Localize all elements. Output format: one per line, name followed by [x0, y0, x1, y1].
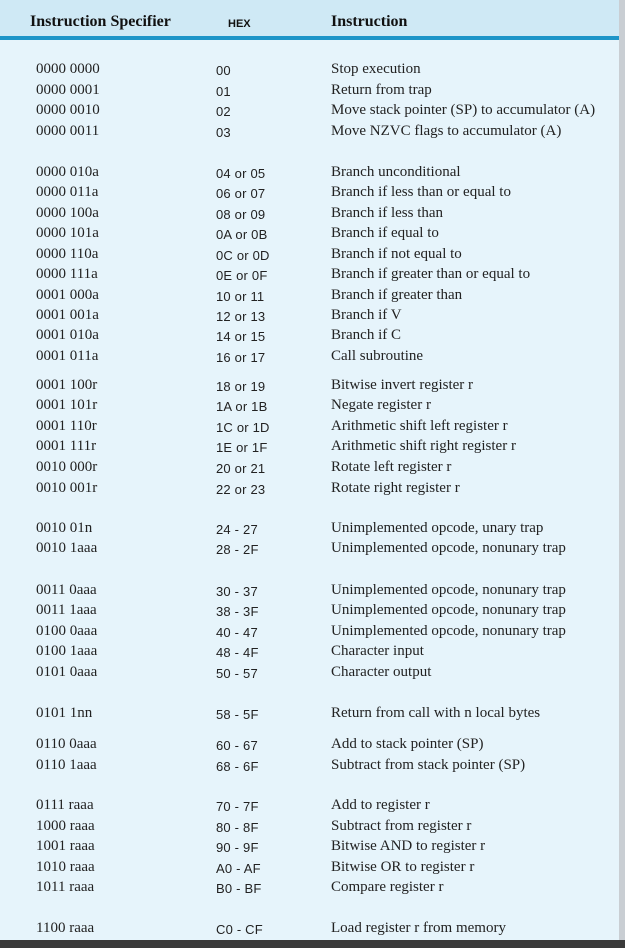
instruction-specifier-cell: 0010 01n: [36, 520, 93, 536]
instruction-cell: Branch unconditional: [331, 164, 461, 180]
instruction-specifier-cell: 0110 1aaa: [36, 757, 97, 773]
instruction-specifier-cell: 0010 001r: [36, 480, 98, 496]
instruction-cell: Branch if less than or equal to: [331, 184, 511, 200]
hex-cell: 0C or 0D: [216, 248, 270, 263]
hex-cell: 04 or 05: [216, 166, 266, 181]
hex-cell: 30 - 37: [216, 584, 258, 599]
instruction-specifier-cell: 0001 100r: [36, 377, 98, 393]
table-row: [0, 602, 620, 622]
table-row: [0, 540, 620, 560]
instruction-specifier-cell: 0001 110r: [36, 418, 97, 434]
instruction-specifier-cell: 0110 0aaa: [36, 736, 97, 752]
table-row: [0, 225, 620, 245]
instruction-cell: Arithmetic shift right register r: [331, 438, 516, 454]
hex-cell: 0A or 0B: [216, 227, 268, 242]
instruction-cell: Stop execution: [331, 61, 421, 77]
hex-cell: 0E or 0F: [216, 268, 268, 283]
hex-cell: 80 - 8F: [216, 820, 259, 835]
hex-cell: 28 - 2F: [216, 542, 259, 557]
hex-cell: 90 - 9F: [216, 840, 259, 855]
instruction-cell: Character output: [331, 664, 432, 680]
table-row: [0, 102, 620, 122]
hex-cell: 38 - 3F: [216, 604, 259, 619]
table-row: [0, 61, 620, 81]
instruction-specifier-cell: 0101 0aaa: [36, 664, 98, 680]
instruction-cell: Bitwise AND to register r: [331, 838, 486, 854]
instruction-specifier-cell: 0100 1aaa: [36, 643, 98, 659]
instruction-specifier-cell: 1001 raaa: [36, 838, 95, 854]
instruction-cell: Rotate right register r: [331, 480, 460, 496]
table-row: [0, 859, 620, 879]
hex-cell: 58 - 5F: [216, 707, 259, 722]
table-row: [0, 82, 620, 102]
instruction-cell: Unimplemented opcode, nonunary trap: [331, 582, 566, 598]
instruction-specifier-cell: 0000 111a: [36, 266, 98, 282]
header-instruction-specifier: Instruction Specifier: [30, 13, 171, 30]
instruction-cell: Return from call with n local bytes: [331, 705, 541, 721]
hex-cell: 24 - 27: [216, 522, 258, 537]
hex-cell: 60 - 67: [216, 738, 258, 753]
instruction-cell: Add to stack pointer (SP): [331, 736, 484, 752]
instruction-cell: Rotate left register r: [331, 459, 452, 475]
hex-cell: 01: [216, 84, 231, 99]
table-row: [0, 438, 620, 458]
hex-cell: 08 or 09: [216, 207, 266, 222]
hex-cell: B0 - BF: [216, 881, 262, 896]
instruction-cell: Branch if greater than or equal to: [331, 266, 531, 282]
page-edge: [619, 0, 625, 948]
hex-cell: 1A or 1B: [216, 399, 268, 414]
header-instruction: Instruction: [331, 13, 408, 30]
table-row: [0, 164, 620, 184]
instruction-cell: Arithmetic shift left register r: [331, 418, 508, 434]
instruction-cell: Call subroutine: [331, 348, 424, 364]
table-row: [0, 327, 620, 347]
page-bottom-edge: [0, 940, 625, 948]
instruction-cell: Branch if less than: [331, 205, 444, 221]
hex-cell: 06 or 07: [216, 186, 266, 201]
hex-cell: 12 or 13: [216, 309, 266, 324]
table-row: [0, 623, 620, 643]
instruction-specifier-cell: 0001 011a: [36, 348, 99, 364]
instruction-cell: Bitwise invert register r: [331, 377, 474, 393]
table-row: [0, 397, 620, 417]
hex-cell: 14 or 15: [216, 329, 266, 344]
hex-cell: 1E or 1F: [216, 440, 268, 455]
instruction-specifier-cell: 0000 100a: [36, 205, 99, 221]
instruction-specifier-cell: 0000 011a: [36, 184, 99, 200]
table-row: [0, 418, 620, 438]
instruction-specifier-cell: 1000 raaa: [36, 818, 95, 834]
instruction-specifier-cell: 1011 raaa: [36, 879, 95, 895]
hex-cell: 22 or 23: [216, 482, 266, 497]
table-row: [0, 838, 620, 858]
instruction-cell: Unimplemented opcode, unary trap: [331, 520, 544, 536]
hex-cell: 10 or 11: [216, 289, 265, 304]
instruction-specifier-cell: 0011 1aaa: [36, 602, 97, 618]
instruction-specifier-cell: 0000 010a: [36, 164, 99, 180]
header-hex: HEX: [228, 18, 251, 30]
hex-cell: 70 - 7F: [216, 799, 259, 814]
instruction-specifier-cell: 0001 111r: [36, 438, 97, 454]
hex-cell: A0 - AF: [216, 861, 261, 876]
hex-cell: 16 or 17: [216, 350, 266, 365]
table-row: [0, 246, 620, 266]
table-row: [0, 920, 620, 940]
hex-cell: 1C or 1D: [216, 420, 270, 435]
instruction-cell: Compare register r: [331, 879, 444, 895]
table-row: [0, 266, 620, 286]
hex-cell: 00: [216, 63, 231, 78]
instruction-specifier-cell: 0111 raaa: [36, 797, 94, 813]
hex-cell: 20 or 21: [216, 461, 266, 476]
table-row: [0, 459, 620, 479]
instruction-cell: Load register r from memory: [331, 920, 506, 936]
table-row: [0, 643, 620, 663]
instruction-cell: Move NZVC flags to accumulator (A): [331, 123, 562, 139]
instruction-specifier-cell: 1100 raaa: [36, 920, 95, 936]
table-row: [0, 205, 620, 225]
table-row: [0, 520, 620, 540]
hex-cell: 03: [216, 125, 231, 140]
table-row: [0, 664, 620, 684]
instruction-specifier-cell: 0000 0001: [36, 82, 100, 98]
table-row: [0, 348, 620, 368]
instruction-specifier-cell: 1010 raaa: [36, 859, 95, 875]
instruction-specifier-cell: 0010 1aaa: [36, 540, 98, 556]
instruction-specifier-cell: 0001 101r: [36, 397, 98, 413]
instruction-cell: Unimplemented opcode, nonunary trap: [331, 540, 566, 556]
instruction-specifier-cell: 0000 110a: [36, 246, 99, 262]
instruction-cell: Bitwise OR to register r: [331, 859, 475, 875]
instruction-specifier-cell: 0001 010a: [36, 327, 99, 343]
table-row: [0, 582, 620, 602]
table-row: [0, 757, 620, 777]
instruction-cell: Branch if V: [331, 307, 402, 323]
hex-cell: 68 - 6F: [216, 759, 259, 774]
hex-cell: C0 - CF: [216, 922, 263, 937]
instruction-specifier-cell: 0101 1nn: [36, 705, 93, 721]
instruction-cell: Branch if C: [331, 327, 401, 343]
table-row: [0, 797, 620, 817]
instruction-cell: Character input: [331, 643, 424, 659]
instruction-cell: Branch if greater than: [331, 287, 463, 303]
table-row: [0, 307, 620, 327]
instruction-specifier-cell: 0000 0010: [36, 102, 100, 118]
table-row: [0, 480, 620, 500]
instruction-cell: Branch if not equal to: [331, 246, 462, 262]
instruction-cell: Add to register r: [331, 797, 430, 813]
hex-cell: 02: [216, 104, 231, 119]
table-row: [0, 705, 620, 725]
table-row: [0, 123, 620, 143]
table-row: [0, 184, 620, 204]
instruction-specifier-cell: 0000 0000: [36, 61, 100, 77]
instruction-specifier-cell: 0011 0aaa: [36, 582, 97, 598]
instruction-specifier-cell: 0010 000r: [36, 459, 98, 475]
table-row: [0, 879, 620, 899]
instruction-cell: Move stack pointer (SP) to accumulator (A): [331, 102, 596, 118]
instruction-cell: Branch if equal to: [331, 225, 439, 241]
instruction-specifier-cell: 0001 000a: [36, 287, 99, 303]
table-row: [0, 377, 620, 397]
instruction-specifier-cell: 0100 0aaa: [36, 623, 98, 639]
instruction-cell: Subtract from register r: [331, 818, 472, 834]
table-row: [0, 736, 620, 756]
instruction-cell: Unimplemented opcode, nonunary trap: [331, 602, 566, 618]
table-row: [0, 287, 620, 307]
instruction-cell: Return from trap: [331, 82, 432, 98]
table-row: [0, 818, 620, 838]
hex-cell: 18 or 19: [216, 379, 266, 394]
instruction-specifier-cell: 0001 001a: [36, 307, 99, 323]
instruction-specifier-cell: 0000 101a: [36, 225, 99, 241]
hex-cell: 40 - 47: [216, 625, 258, 640]
instruction-cell: Unimplemented opcode, nonunary trap: [331, 623, 566, 639]
instruction-specifier-cell: 0000 0011: [36, 123, 100, 139]
hex-cell: 50 - 57: [216, 666, 258, 681]
instruction-cell: Negate register r: [331, 397, 431, 413]
instruction-cell: Subtract from stack pointer (SP): [331, 757, 526, 773]
hex-cell: 48 - 4F: [216, 645, 259, 660]
